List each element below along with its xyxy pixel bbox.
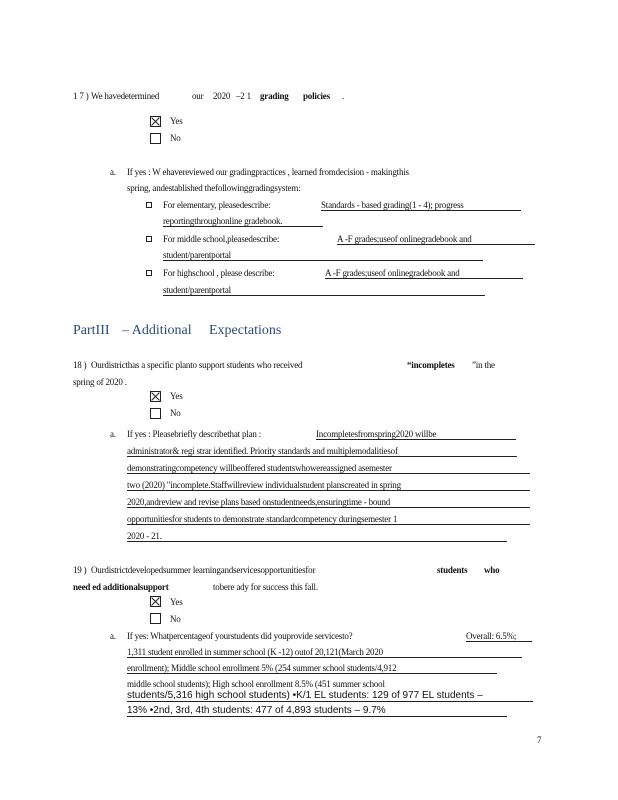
q17-text: 2020 xyxy=(213,91,231,101)
q17-a-line: If yes : W ehavereviewed our gradingpractices , learned fromdecision - makingthis xyxy=(127,167,409,177)
q17-a-line: spring, andestablished thefollowinggradingsystem: xyxy=(127,183,301,193)
q18-text-bold: “incompletes xyxy=(407,360,455,370)
q18-number: 18 ) xyxy=(73,360,87,370)
q19-a-intro: If yes: Whatpercentageof yourstudents did youprovide servicesto? xyxy=(127,631,353,641)
q17-high-label: For highschool , please describe: xyxy=(163,268,275,278)
q17-middle-answer: A -F grades;useof onlinegradebook and xyxy=(337,234,535,245)
q19-number: 19 ) xyxy=(73,565,87,575)
q18-a-answer: demonstratingcompetency willbeoffered studentswhowereassigned asemester xyxy=(127,463,530,474)
q18-text: Ourdistricthas a specific planto support students who received xyxy=(91,360,303,370)
section-heading: – Additional xyxy=(122,323,192,338)
q19-yes-label: Yes xyxy=(170,597,183,607)
q19-text-bold: students xyxy=(437,565,468,575)
q18-a-answer: two (2020) "incomplete.Staffwillreview individualstudent planscreated in spring xyxy=(127,480,530,491)
q19-a-answer: 1,311 student enrolled in summer school (K -12) outof 20,121(March 2020 xyxy=(127,647,522,658)
q17-high-answer: student/parentportal xyxy=(163,285,485,296)
section-heading: PartIII xyxy=(73,323,110,338)
q18-a-answer: opportunitiesfor students to demonstrate standardcompetency duringsemester 1 xyxy=(127,514,530,525)
page-number: 7 xyxy=(537,735,542,745)
bullet-square-icon xyxy=(146,202,152,208)
bullet-square-icon xyxy=(146,236,152,242)
q19-text: tobere ady for success this fall. xyxy=(213,582,318,592)
q19-a-answer: students/5,316 high school students) •K/1 EL students: 129 of 977 EL students – xyxy=(127,690,533,702)
q19-a-answer: enrollment); Middle school enrollment 5% (254 summer school students/4,912 xyxy=(127,663,497,674)
q17-elementary-label: For elementary, pleasedescribe: xyxy=(163,200,271,210)
q19-a-answer: middle school students); High school enrollment 8.5% (451 summer school xyxy=(127,679,385,689)
q19-no-checkbox[interactable] xyxy=(150,613,161,624)
bullet-square-icon xyxy=(146,270,152,276)
q18-a-answer: administrator& regi strar identified. Priority standards and multiplemodalitiesof xyxy=(127,446,517,457)
q17-text: We havedetermined xyxy=(91,91,160,101)
q18-no-checkbox[interactable] xyxy=(150,408,161,419)
q17-text: –2 1 xyxy=(236,91,251,101)
q17-middle-label: For middle school,pleasedescribe: xyxy=(163,234,280,244)
q19-no-label: No xyxy=(170,614,181,624)
q17-yes-checkbox[interactable] xyxy=(150,116,161,127)
q19-text-bold: who xyxy=(484,565,500,575)
q17-middle-answer: student/parentportal xyxy=(163,250,483,261)
q17-text: . xyxy=(342,91,345,101)
q18-a-answer: 2020 - 21. xyxy=(127,531,507,542)
q17-number: 1 7 ) xyxy=(73,91,89,101)
q17-no-checkbox[interactable] xyxy=(150,133,161,144)
q19-yes-checkbox[interactable] xyxy=(150,596,161,607)
q18-a-label: a. xyxy=(110,429,116,439)
q19-text: Ourdistrictdevelopedsummer learningandservicesopportunitiesfor xyxy=(91,565,316,575)
q17-yes-label: Yes xyxy=(170,116,183,126)
q18-yes-label: Yes xyxy=(170,391,183,401)
q17-high-answer: A -F grades;useof onlinegradebook and xyxy=(325,268,523,279)
q18-a-answer: Incompletesfromspring2020 willbe xyxy=(316,429,516,440)
q18-yes-checkbox[interactable] xyxy=(150,391,161,402)
q17-text-bold: policies xyxy=(303,91,330,101)
q19-a-answer: Overall: 6.5%; xyxy=(466,631,532,642)
q19-text-bold: need ed additionalsupport xyxy=(73,582,169,592)
q17-no-label: No xyxy=(170,133,181,143)
q18-a-answer: 2020,andreview and revise plans based onstudentneeds,ensuringtime - bound xyxy=(127,497,530,508)
q17-elementary-answer: reportingthroughonline gradebook. xyxy=(163,216,323,227)
q18-a-intro: If yes : Pleasebriefly describethat plan : xyxy=(127,429,262,439)
q17-a-label: a. xyxy=(110,167,116,177)
q17-elementary-answer: Standards - based grading(1 - 4); progress xyxy=(321,200,521,211)
q19-a-answer: 13% •2nd, 3rd, 4th students: 477 of 4,893 students – 9.7% xyxy=(127,705,507,717)
section-heading: Expectations xyxy=(209,323,282,338)
q17-text-bold: grading xyxy=(260,91,289,101)
q17-text: our xyxy=(192,91,204,101)
q18-text: ”in the xyxy=(472,360,495,370)
q18-text: spring of 2020 . xyxy=(73,377,127,387)
q19-a-label: a. xyxy=(110,631,116,641)
q18-no-label: No xyxy=(170,408,181,418)
